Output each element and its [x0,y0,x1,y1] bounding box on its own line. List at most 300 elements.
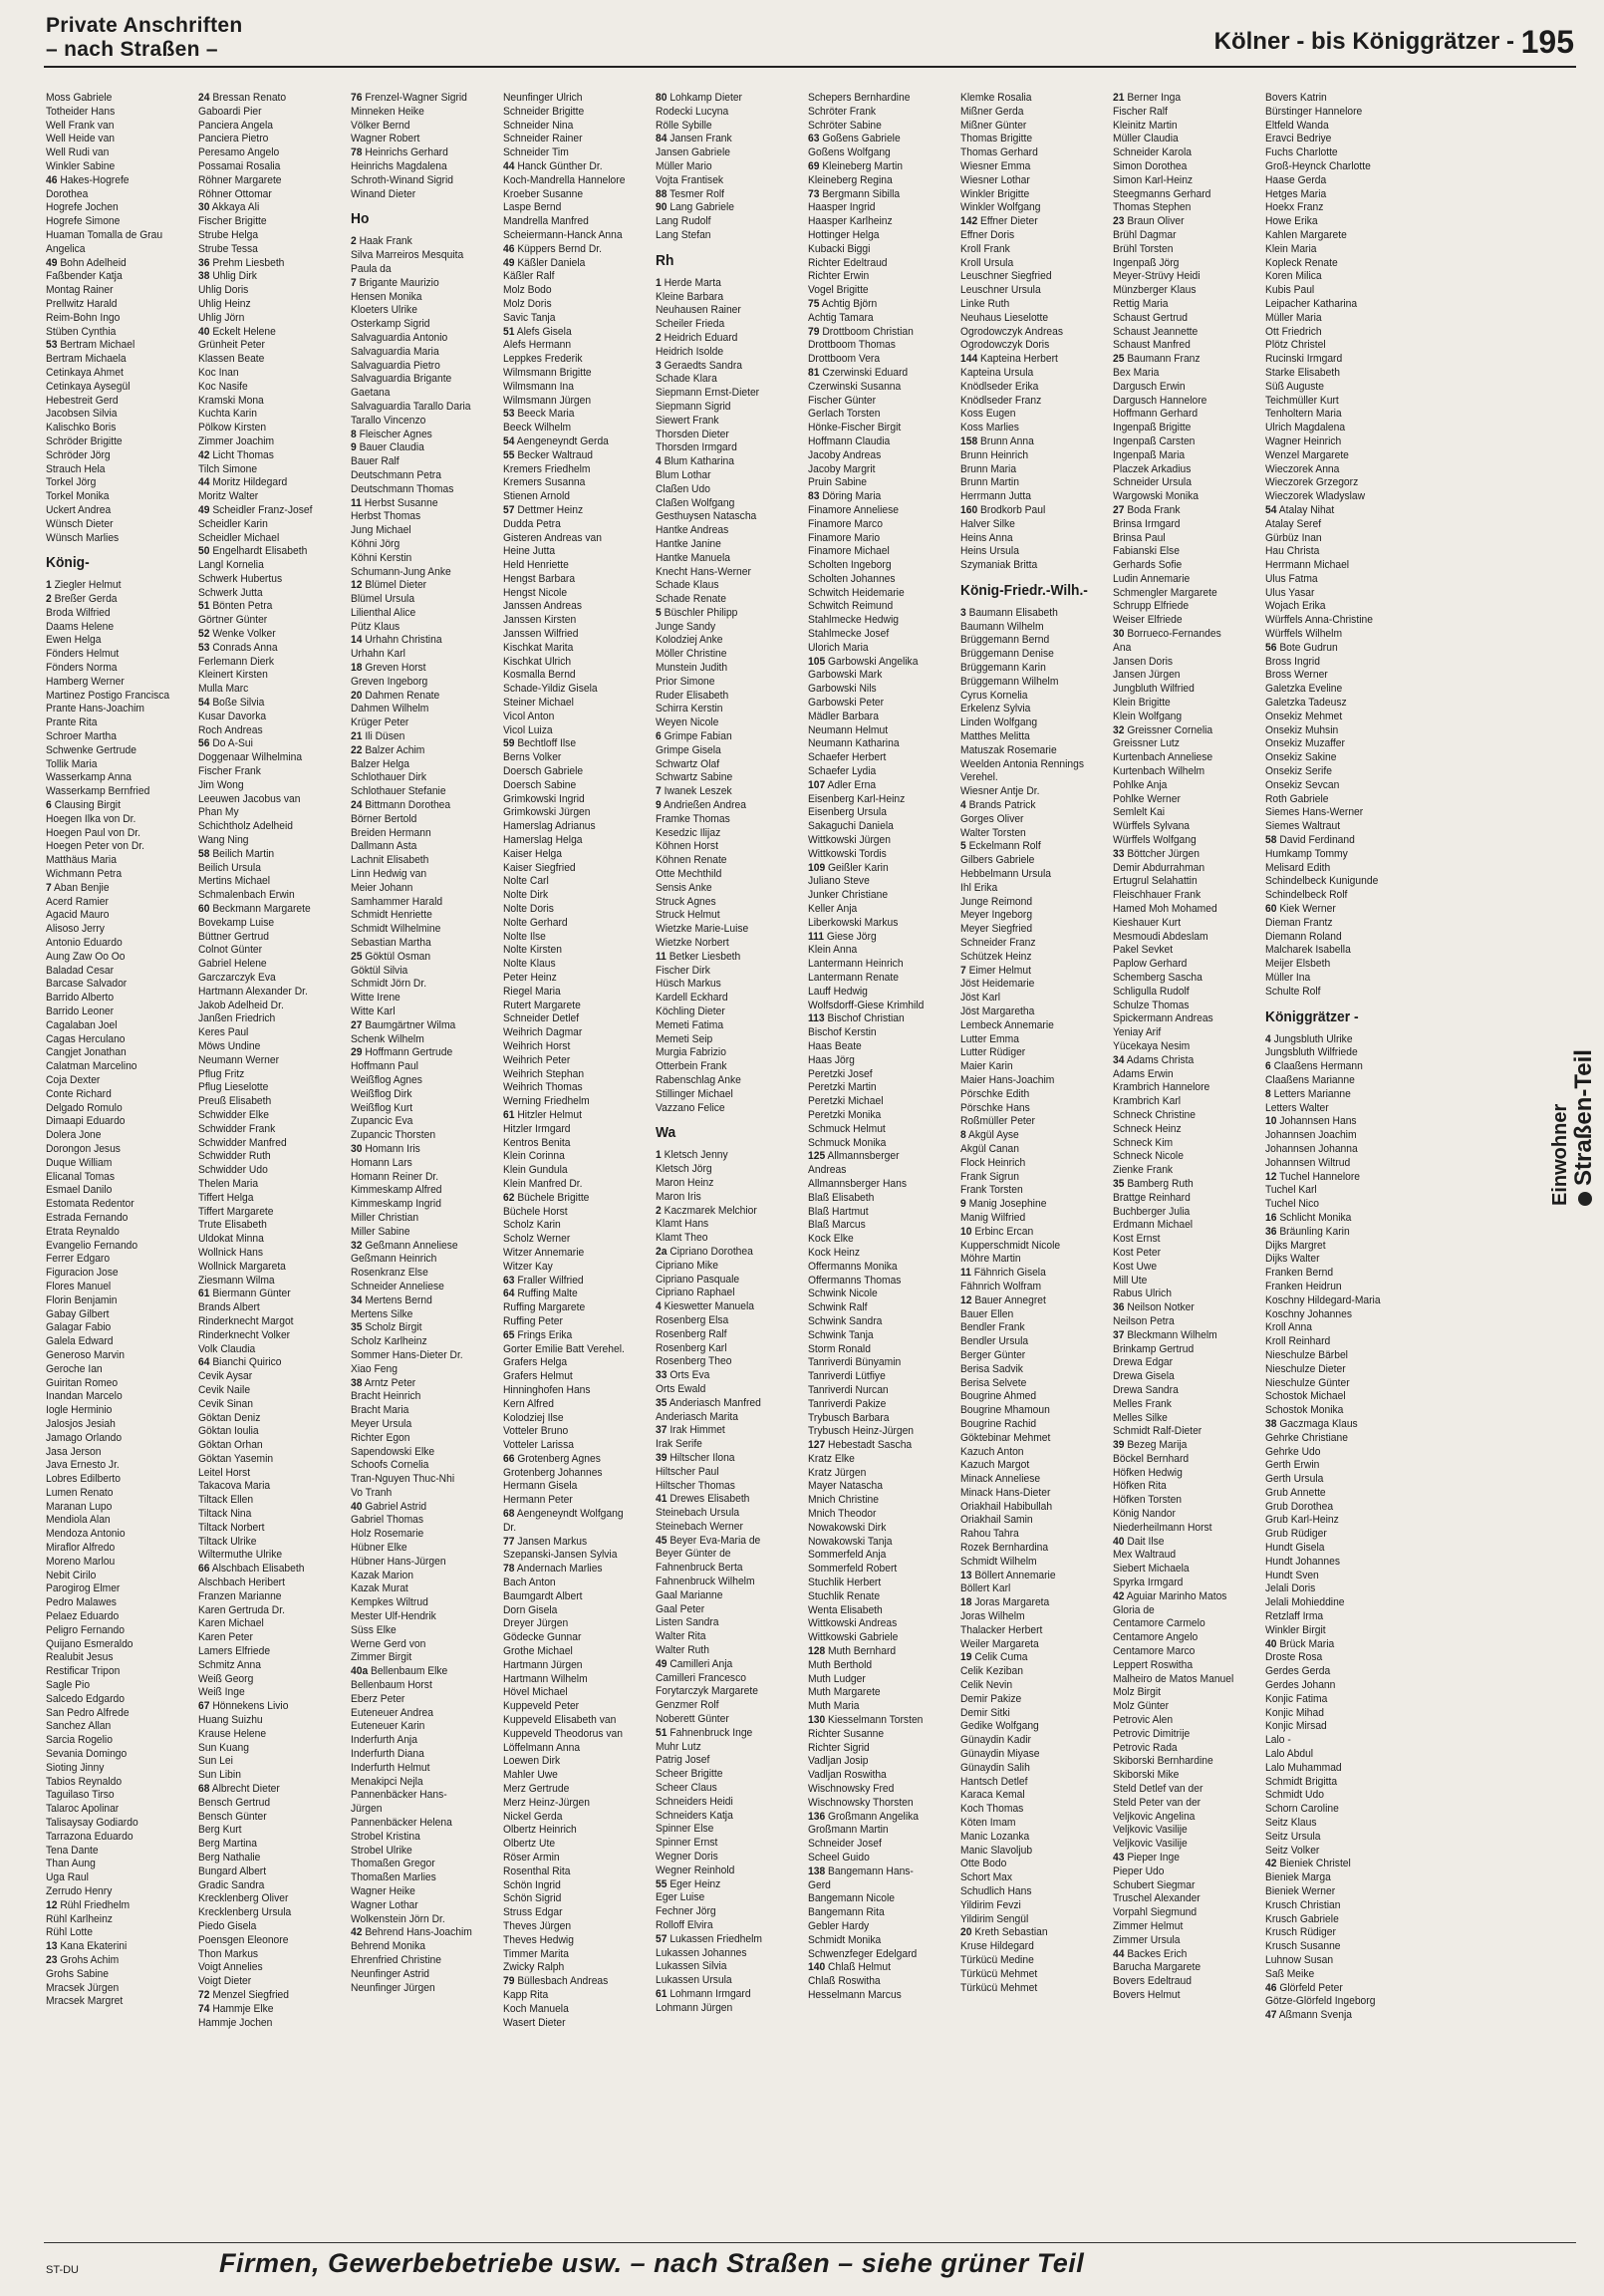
resident-name: Nieschulze Bärbel [1265,1348,1348,1361]
resident-entry [198,656,335,670]
resident-name: Knecht Hans-Werner [656,565,751,578]
resident-entry [960,607,1097,621]
resident-name: Celik Cuma [974,1651,1028,1664]
resident-name: Hundt Johannes [1265,1555,1340,1568]
resident-name: Bischof Kerstin [808,1026,877,1039]
resident-entry [656,318,792,332]
resident-name: Nolte Doris [503,903,554,916]
resident-name: Salvaguardia Maria [351,345,439,358]
resident-entry [656,1823,792,1837]
resident-name: Büttner Gertrud [198,930,269,943]
resident-entry [960,422,1097,435]
resident-entry [808,642,944,656]
resident-entry [503,160,640,174]
resident-entry [503,1054,640,1068]
resident-name: Scholz Birgit [365,1321,422,1334]
resident-name: Werning Friedhelm [503,1095,590,1108]
resident-name: Ertugrul Selahattin [1113,875,1198,888]
resident-entry [960,298,1097,312]
resident-entry [1265,903,1402,917]
resident-entry [198,1356,335,1370]
house-number: 43 [1113,1852,1125,1864]
resident-entry [46,1321,182,1335]
resident-entry [656,1576,792,1589]
resident-entry [503,642,640,656]
resident-name: Blum Katharina [664,455,734,468]
resident-entry [198,986,335,1000]
house-number: 22 [351,743,363,756]
resident-name: Hiltscher Ilona [669,1451,735,1464]
resident-entry [46,201,182,215]
resident-name: Krusch Rüdiger [1265,1926,1336,1939]
resident-name: Winand Dieter [351,187,416,200]
resident-name: Kaczmarek Melchior [664,1204,757,1217]
resident-name: Bensch Gertrud [198,1796,271,1809]
resident-entry [351,1212,487,1226]
resident-name: Gorges Oliver [960,812,1024,825]
resident-entry [351,1845,487,1859]
resident-entry [1265,1707,1402,1721]
resident-entry [198,2003,335,2017]
resident-name: Gisteren Andreas van [503,531,602,544]
resident-entry [656,387,792,401]
house-number: 88 [656,187,668,200]
resident-name: Mester Ulf-Hendrik [351,1610,436,1623]
resident-entry [503,1700,640,1714]
resident-name: Hamberg Werner [46,675,125,688]
resident-entry [656,1699,792,1713]
resident-entry [1113,1879,1249,1893]
resident-name: Karen Michael [198,1617,264,1630]
resident-name: Conte Richard [46,1087,112,1100]
resident-entry [656,744,792,758]
resident-entry [656,229,792,243]
resident-name: Hermann Gisela [503,1480,578,1493]
resident-entry [503,669,640,683]
resident-entry [808,367,944,381]
resident-name: Bovers Katrin [1265,92,1327,104]
resident-name: Krusch Gabriele [1265,1912,1339,1925]
resident-name: Drewa Sandra [1113,1383,1179,1396]
resident-entry [46,992,182,1005]
resident-entry [351,1624,487,1638]
resident-name: Anderiasch Marita [656,1410,738,1423]
resident-name: Wenta Elisabeth [808,1603,883,1616]
resident-entry [808,1247,944,1261]
resident-entry [656,552,792,566]
resident-entry [46,1995,182,2009]
resident-name: Minack Hans-Dieter [960,1486,1051,1499]
resident-entry [960,868,1097,882]
resident-entry [1113,518,1249,532]
resident-name: Ferrer Edgaro [46,1253,111,1266]
resident-entry [198,215,335,229]
resident-entry [656,1260,792,1274]
resident-name: Vorpahl Siegmund [1113,1906,1198,1919]
resident-name: Muth Margarete [808,1686,881,1699]
resident-name: Kapteina Herbert [980,353,1058,366]
street-heading: König- [46,554,90,572]
resident-name: Neunfinger Astrid [351,1967,429,1980]
resident-entry [1265,1157,1402,1171]
resident-name: Siepmann Ernst-Dieter [656,387,760,400]
resident-entry [960,703,1097,717]
house-number: 35 [656,1396,668,1409]
resident-name: Lantermann Heinrich [808,958,904,971]
house-number: 47 [1265,2009,1277,2022]
resident-name: Flock Heinrich [960,1156,1026,1169]
resident-name: Finamore Michael [808,545,890,558]
resident-entry [1265,1926,1402,1940]
resident-entry [960,1982,1097,1996]
resident-entry [46,1432,182,1446]
resident-entry [351,1171,487,1185]
resident-name: Kimmeskamp Alfred [351,1184,442,1197]
house-number: 16 [1265,1211,1277,1224]
resident-name: Samhammer Harald [351,895,443,908]
resident-entry [1113,270,1249,284]
resident-name: Tilch Simone [198,462,258,475]
resident-entry [960,1610,1097,1624]
resident-entry [46,174,182,188]
resident-name: Hitzler Helmut [517,1108,582,1121]
resident-entry [198,711,335,724]
resident-name: Otte Bodo [960,1858,1007,1870]
resident-name: Melles Silke [1113,1411,1168,1424]
resident-entry [198,724,335,738]
resident-name: Eckelmann Rolf [968,840,1041,853]
resident-entry [1265,889,1402,903]
resident-entry [1265,1281,1402,1294]
house-number: 55 [656,1877,668,1890]
resident-entry [46,1143,182,1157]
resident-name: Ludin Annemarie [1113,572,1191,585]
resident-name: Junker Christiane [808,889,889,902]
resident-name: Struck Helmut [656,909,720,922]
house-number: 38 [1265,1417,1277,1430]
resident-name: Menakipci Nejla [351,1775,423,1788]
resident-entry [1113,1261,1249,1275]
resident-entry [1113,215,1249,229]
house-number: 12 [960,1293,972,1306]
resident-name: Urhahn Christina [365,634,442,647]
resident-entry [351,579,487,593]
resident-entry [1265,476,1402,490]
house-number: 138 [808,1865,826,1877]
resident-entry [1113,545,1249,559]
resident-entry [503,875,640,889]
resident-name: Neumann Werner [198,1053,280,1066]
resident-entry [808,1398,944,1412]
resident-name: Fabianski Else [1113,545,1180,558]
resident-entry [808,463,944,477]
resident-name: Lalo Muhammad [1265,1761,1342,1774]
resident-name: Zwicky Ralph [503,1961,565,1974]
directory-column [503,92,640,2194]
resident-name: Galagar Fabio [46,1321,112,1334]
resident-name: Höfken Hedwig [1113,1466,1183,1479]
resident-name: Goßens Wolfgang [808,146,891,159]
resident-name: Mertens Silke [351,1307,413,1320]
resident-name: Kahlen Margarete [1265,228,1347,241]
resident-entry [46,435,182,449]
resident-name: Witzer Kay [503,1260,553,1273]
resident-name: Koschny Hildegard-Maria [1265,1293,1381,1306]
resident-entry [960,854,1097,868]
resident-name: Krecklenberg Ursula [198,1906,292,1919]
resident-entry [808,120,944,134]
resident-entry [46,1240,182,1254]
resident-entry [198,201,335,215]
resident-name: Jansen Frank [669,133,732,145]
resident-entry [198,1948,335,1962]
resident-name: Schade Klaus [656,579,719,592]
resident-entry [1113,1150,1249,1164]
resident-entry [351,1102,487,1116]
resident-entry [960,188,1097,202]
resident-entry [198,917,335,931]
resident-entry [198,353,335,367]
resident-name: Richter Egon [351,1431,410,1444]
directory-column [46,92,182,2194]
resident-entry [960,1528,1097,1542]
resident-name: Drewa Gisela [1113,1370,1175,1383]
resident-name: Wünsch Marlies [46,531,120,544]
resident-name: Cetinkaya Aysegül [46,380,131,393]
resident-name: Heinrichs Magdalena [351,159,447,172]
house-number: 76 [351,92,363,104]
resident-name: Tarallo Vincenzo [351,414,426,427]
resident-entry [351,1720,487,1734]
resident-name: Haase Gerda [1265,173,1327,186]
resident-name: Möws Undine [198,1039,261,1052]
resident-name: Akkaya Ali [211,201,260,214]
resident-name: Neunfinger Jürgen [351,1981,435,1994]
header-rule [44,66,1576,68]
resident-entry [960,1624,1097,1638]
resident-entry [960,1679,1097,1693]
resident-name: Grothe Michael [503,1645,573,1658]
house-number: 46 [1265,1981,1277,1994]
resident-name: Meier Johann [351,881,413,894]
resident-name: Berg Nathalie [198,1852,261,1864]
resident-entry [808,697,944,711]
resident-entry [198,160,335,174]
house-number: 6 [1265,1060,1271,1073]
resident-name: Schrupp Elfriede [1113,600,1190,613]
resident-name: Berger Günter [960,1348,1026,1361]
resident-entry [46,1046,182,1060]
resident-entry [351,1308,487,1322]
resident-entry [503,284,640,298]
resident-name: Matthäus Maria [46,854,117,867]
resident-name: Dieman Frantz [1265,916,1333,929]
resident-entry [656,813,792,827]
resident-entry [1265,834,1402,848]
resident-name: Günaydin Salih [960,1761,1030,1774]
resident-entry [351,174,487,188]
house-number: 37 [656,1424,668,1437]
resident-entry [960,785,1097,799]
resident-name: Truschel Alexander [1113,1892,1201,1905]
resident-entry [656,840,792,854]
resident-entry [1265,408,1402,422]
resident-name: Salcedo Edgardo [46,1692,125,1705]
resident-entry [198,188,335,202]
resident-name: Frank Torsten [960,1184,1023,1197]
resident-name: Mayer Natascha [808,1480,883,1493]
resident-name: Rosenberg Elsa [656,1313,729,1326]
resident-name: Urhahn Karl [351,648,405,661]
resident-name: Angelica [46,242,86,255]
resident-name: Homann Reiner Dr. [351,1170,439,1183]
resident-entry [1113,1536,1249,1550]
resident-name: Neumann Katharina [808,737,900,750]
resident-entry [503,1755,640,1769]
resident-entry [46,1817,182,1831]
resident-entry [1265,1831,1402,1845]
resident-entry [960,312,1097,326]
resident-name: Simon Dorothea [1113,159,1188,172]
resident-name: Schwidder Udo [198,1164,268,1177]
resident-entry [198,1563,335,1577]
house-number: 130 [808,1714,826,1727]
resident-entry [808,1508,944,1522]
resident-name: Claaßens Marianne [1265,1073,1355,1086]
resident-entry [1113,1604,1249,1618]
resident-entry [503,1879,640,1893]
resident-name: Timmer Marita [503,1947,569,1960]
resident-name: Dreyer Jürgen [503,1617,569,1630]
resident-entry [503,1577,640,1590]
resident-entry [1265,820,1402,834]
resident-entry [1113,889,1249,903]
resident-name: Centamore Marco [1113,1645,1196,1658]
resident-entry [503,490,640,504]
resident-name: Jöst Margaretha [960,1005,1035,1017]
resident-entry [960,1363,1097,1377]
resident-name: Jungsbluth Wilfriede [1265,1046,1358,1059]
house-number: 74 [198,2002,210,2015]
resident-entry [1113,133,1249,146]
house-number: 63 [503,1274,515,1287]
resident-name: Meyer Ursula [351,1417,412,1430]
resident-entry [198,1123,335,1137]
resident-name: Sioting Jinny [46,1761,105,1774]
resident-name: Jelali Mohieddine [1265,1596,1345,1609]
house-number: 63 [808,133,820,145]
resident-entry [198,1659,335,1673]
resident-entry [351,799,487,813]
resident-entry [656,538,792,552]
resident-name: Bertram Michaela [46,353,127,366]
resident-entry [1113,367,1249,381]
resident-entry [808,724,944,738]
resident-entry [46,284,182,298]
resident-entry [960,120,1097,134]
edition-stamp: ST-DU [46,2264,79,2276]
resident-entry [1113,463,1249,477]
resident-name: Kolodziej Ilse [503,1411,564,1424]
resident-entry [351,1335,487,1349]
house-number: 12 [1265,1170,1277,1183]
resident-name: Döring Maria [822,490,882,503]
resident-entry [808,1536,944,1550]
resident-entry [1265,1046,1402,1060]
resident-name: Otte Mechthild [656,868,722,881]
resident-name: Stuchlik Herbert [808,1577,882,1589]
resident-name: Lang Stefan [656,228,711,241]
resident-entry [46,1954,182,1968]
resident-entry [503,1522,640,1536]
resident-entry [351,1129,487,1143]
resident-name: Esmael Danilo [46,1184,113,1197]
resident-entry [503,339,640,353]
resident-entry [808,1783,944,1797]
resident-entry [46,1831,182,1845]
resident-entry [808,848,944,862]
resident-name: Schneider Rainer [503,133,583,145]
resident-name: Placzek Arkadius [1113,462,1192,475]
resident-name: Fleischhauer Frank [1113,889,1202,902]
resident-name: Zupancic Eva [351,1115,413,1128]
resident-name: Buchberger Julia [1113,1205,1191,1218]
resident-entry [656,429,792,442]
resident-name: Siewert Frank [656,414,719,427]
resident-entry [808,1288,944,1301]
resident-entry [656,120,792,134]
resident-entry [808,1425,944,1439]
resident-entry [1113,1467,1249,1481]
resident-name: Fahnenbruck Inge [669,1726,753,1739]
resident-entry [198,834,335,848]
resident-entry [1265,958,1402,972]
resident-entry [1113,1192,1249,1206]
resident-entry [808,1081,944,1095]
resident-entry [656,1424,792,1438]
resident-entry [351,1363,487,1377]
resident-name: Restificar Tripon [46,1665,121,1678]
resident-name: Bougrine Ahmed [960,1390,1037,1403]
resident-entry [351,909,487,923]
resident-entry [656,1741,792,1755]
resident-name: Eger Heinz [669,1877,721,1890]
resident-name: Rozek Bernhardina [960,1542,1049,1555]
resident-entry [1265,1143,1402,1157]
resident-entry [1265,1088,1402,1102]
resident-name: Heidrich Eduard [664,331,738,344]
resident-entry [808,395,944,409]
resident-entry [1265,1115,1402,1129]
resident-name: Schneck Heinz [1113,1122,1182,1135]
resident-name: Winkler Wolfgang [960,201,1041,214]
resident-name: Schmalenbach Erwin [198,889,295,902]
resident-name: Schwerk Jutta [198,586,263,599]
resident-entry [198,779,335,793]
resident-entry [198,1577,335,1590]
resident-name: Nolte Carl [503,875,549,888]
resident-name: Baumgardt Albert [503,1589,583,1602]
resident-name: Than Aung [46,1858,96,1870]
resident-entry [503,1892,640,1906]
resident-entry [46,243,182,257]
resident-name: Klein Gundula [503,1164,568,1177]
resident-entry [351,868,487,882]
resident-name: Beckmann Margarete [212,903,311,916]
house-number: 54 [198,697,210,710]
resident-entry [1265,848,1402,862]
resident-entry [198,559,335,573]
